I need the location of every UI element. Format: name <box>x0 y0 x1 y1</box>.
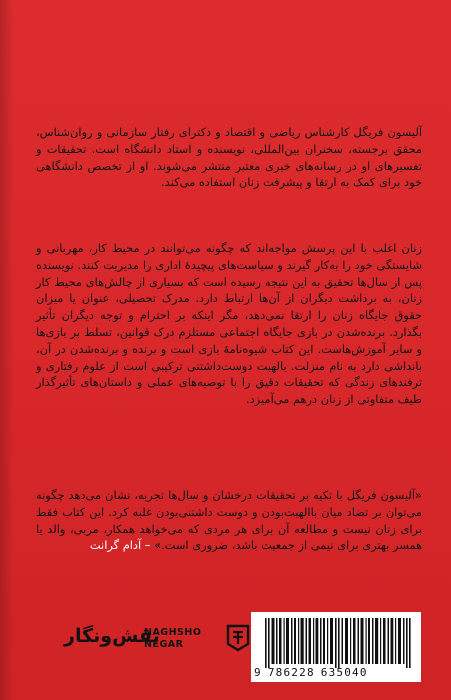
book-description <box>36 240 422 408</box>
author-bio-text: آلیسون فریگل کارشناس ریاضی و اقتصاد و دکترای رفتار سازمانی و روان‌شناس، محقق برجسته، سخنران بین‌المللی، نویسنده و استاد دانشگاه است. تحقیقات و تفسیرهای او در رسانه‌های خبری معتبر منتشر می‌شوند. او از تخصص دانشگاهی خود برای کمک به ارتقا و پیشرفت زنان استفاده می‌کند. <box>36 125 422 190</box>
isbn-first-digit: 9 <box>254 666 262 679</box>
publisher-logo-icon <box>226 624 250 652</box>
publisher-name-en-line2: NEGAR <box>144 639 184 650</box>
author-bio <box>36 124 422 191</box>
isbn-group-2: 635040 <box>320 666 368 679</box>
endorsement-quote <box>36 487 422 554</box>
quote-text: «آلیسون فریگل با تکیه بر تحقیقات درخشان و سال‌ها تجربه، نشان می‌دهد چگونه می‌توان بر تضاد میان باالهبت‌بودن و دوست داشتنی‌بودن غلبه کرد. این کتاب فقط برای زنان نیست و مطالعه آن برای هر مردی که می‌خواهد همکار، مربی، والد یا همسر بهتری برای نیمی از جمعیت باشد، ضروری است.» <box>36 488 422 553</box>
book-description-text: زنان اغلب با این پرسش مواجه‌اند که چگونه می‌توانند در محیط کار، مهربانی و شایستگی خود را به‌کار گیرند و سیاست‌های پیچیدهٔ اداری را مدیریت کنند. نویسنده پس از سال‌ها تحقیق به این نتیجه رسیده است که بسیاری از چالش‌های محیط کار زنان، به برداشت دیگران از آن‌ها ارتباط دارد. مدرک تحصیلی، عنوان یا میزان حقوق جایگاه زنان را ارتقا نمی‌دهد، مگر اینکه بر احترام و توجه دیگران تأثیر بگذارد. برنده‌شدن در بازی جایگاه اجتماعی مستلزم درک قوانین، تسلط بر بازی‌ها و سایر آموزش‌هاست. این کتاب شیوه‌نامهٔ بازی است و برنده و برنده‌شدن در آن، بانداشی دارد به نام منزلت. بالهبت دوست‌داشتنی ترکیبی است از علوم رفتاری و ترفندهای زندگی که تحقیقات دقیق را با توصیه‌های عملی و داستان‌های تأثیرگذار طیف متفاوتی از زنان درهم می‌آمیزد. <box>36 241 422 407</box>
isbn-group-1: 786228 <box>267 666 315 679</box>
quote-author: – آدام گرانت <box>89 538 151 553</box>
isbn-barcode <box>251 612 421 682</box>
publisher-name-en <box>144 627 224 651</box>
spine-shadow <box>0 0 14 700</box>
isbn-digits <box>251 666 424 679</box>
publisher-name-en-line1: NAGHSHO <box>144 627 202 638</box>
quote-paragraph <box>36 487 422 554</box>
barcode-icon <box>265 618 415 668</box>
publisher-name-fa: نقش‌ونگار <box>64 625 160 647</box>
